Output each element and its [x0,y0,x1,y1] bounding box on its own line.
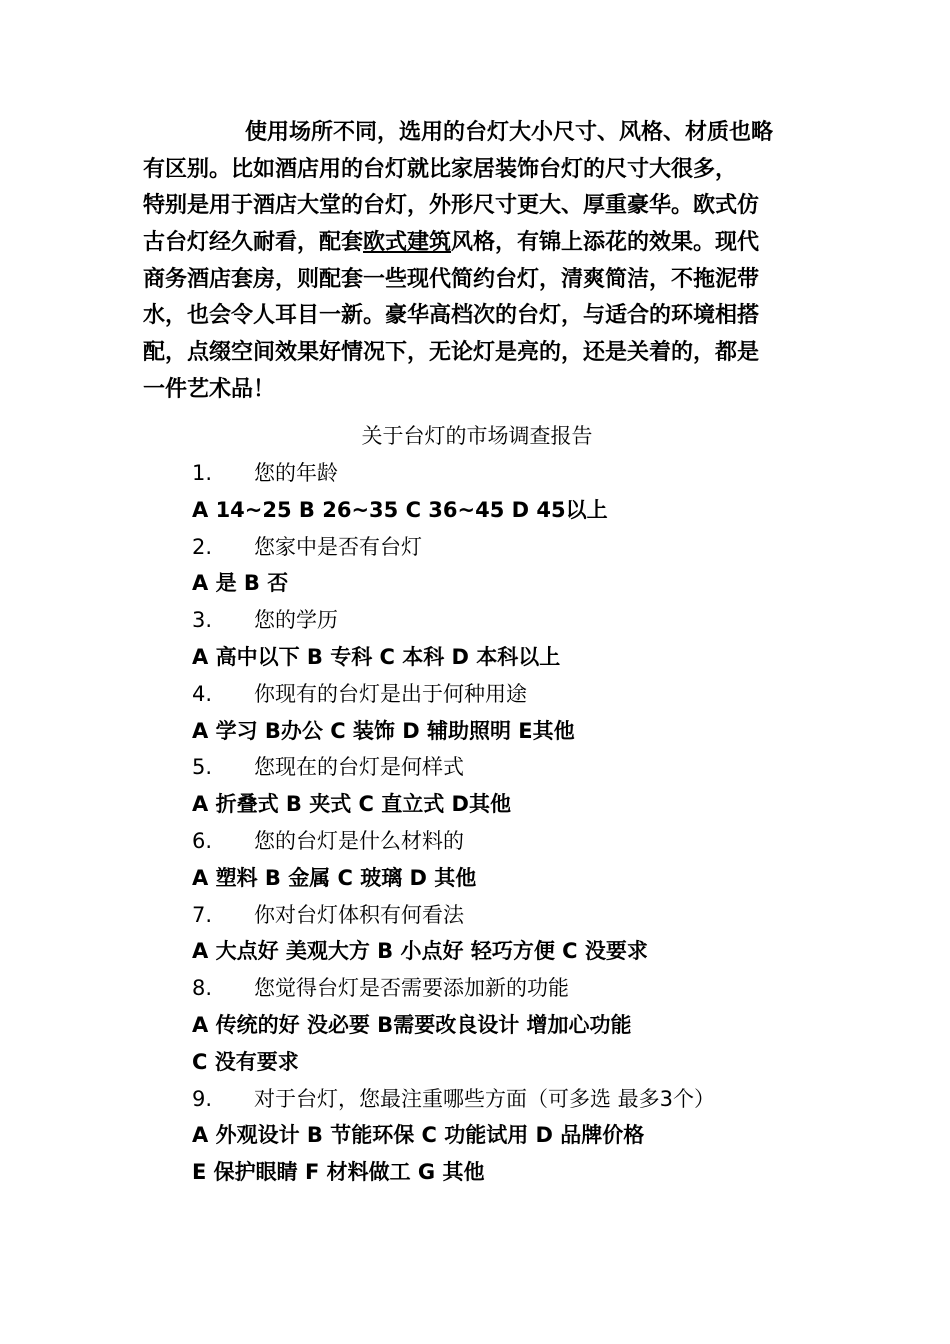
intro-line: 商务酒店套房，则配套一些现代简约台灯，清爽简洁，不拖泥带 [143,266,760,292]
answer-options: A 是 B 否 [192,571,289,596]
answer-options: A 14~25 B 26~35 C 36~45 D 45以上 [192,497,608,522]
question-number: 5. [192,755,213,780]
intro-paragraph [143,115,811,409]
question-number: 7. [192,902,213,927]
question-number: 2. [192,534,213,559]
question-number: 1. [192,461,213,485]
question-9 [192,1081,832,1118]
european-architecture-link[interactable]: 欧式建筑 [363,230,452,256]
question-number: 3. [192,608,213,633]
question-5 [192,749,832,786]
question-text: 您的台灯是什么材料的 [254,828,464,853]
answer-options: A 塑料 B 金属 C 玻璃 D 其他 [192,865,477,890]
intro-text: 古台灯经久耐看，配套 [143,230,364,256]
question-number: 9. [192,1086,213,1111]
question-3 [192,602,832,639]
question-1 [192,455,832,492]
question-number: 6. [192,828,213,853]
question-text: 你对台灯体积有何看法 [254,902,464,927]
intro-line: 配，点缀空间效果好情况下，无论灯是亮的，还是关着的，都是 [143,340,760,366]
question-7 [192,897,832,934]
intro-line: 一件艺术品！ [143,376,276,402]
question-8 [192,970,832,1007]
answer-options: C 没有要求 [192,1049,299,1074]
question-text: 您觉得台灯是否需要添加新的功能 [254,976,569,1001]
answer-options: A 外观设计 B 节能环保 C 功能试用 D 品牌价格 [192,1123,645,1148]
intro-line: 使用场所不同，选用的台灯大小尺寸、风格、材质也略 [245,120,774,145]
intro-line [143,225,811,262]
question-text: 您的学历 [254,608,338,633]
answer-options: A 高中以下 B 专科 C 本科 D 本科以上 [192,644,561,669]
question-text: 你现有的台灯是出于何种用途 [254,681,527,706]
answer-options: A 传统的好 没必要 B需要改良设计 增加心功能 [192,1012,632,1037]
intro-line: 特别是用于酒店大堂的台灯，外形尺寸更大、厚重豪华。欧式仿 [143,193,760,219]
intro-text: 风格，有锦上添花的效果。现代 [451,230,760,256]
survey-questions [192,455,832,1191]
answer-options: E 保护眼睛 F 材料做工 G 其他 [192,1160,485,1185]
question-2 [192,529,832,566]
answer-options: A 学习 B办公 C 装饰 D 辅助照明 E其他 [192,718,575,743]
question-number: 8. [192,976,213,1001]
intro-line: 水，也会令人耳目一新。豪华高档次的台灯，与适合的环境相搭 [143,303,760,329]
question-text: 您家中是否有台灯 [254,534,422,559]
question-text: 对于台灯，您最注重哪些方面（可多选 最多3个） [254,1086,716,1111]
answer-options: A 折叠式 B 夹式 C 直立式 D其他 [192,792,511,817]
question-6 [192,823,832,860]
question-text: 您的年龄 [254,461,338,485]
answer-options: A 大点好 美观大方 B 小点好 轻巧方便 C 没要求 [192,939,648,964]
question-text: 您现在的台灯是何样式 [254,755,464,780]
question-number: 4. [192,681,213,706]
question-4 [192,676,832,713]
survey-title: 关于台灯的市场调查报告 [361,424,593,448]
intro-line: 有区别。比如酒店用的台灯就比家居装饰台灯的尺寸大很多， [143,156,738,182]
